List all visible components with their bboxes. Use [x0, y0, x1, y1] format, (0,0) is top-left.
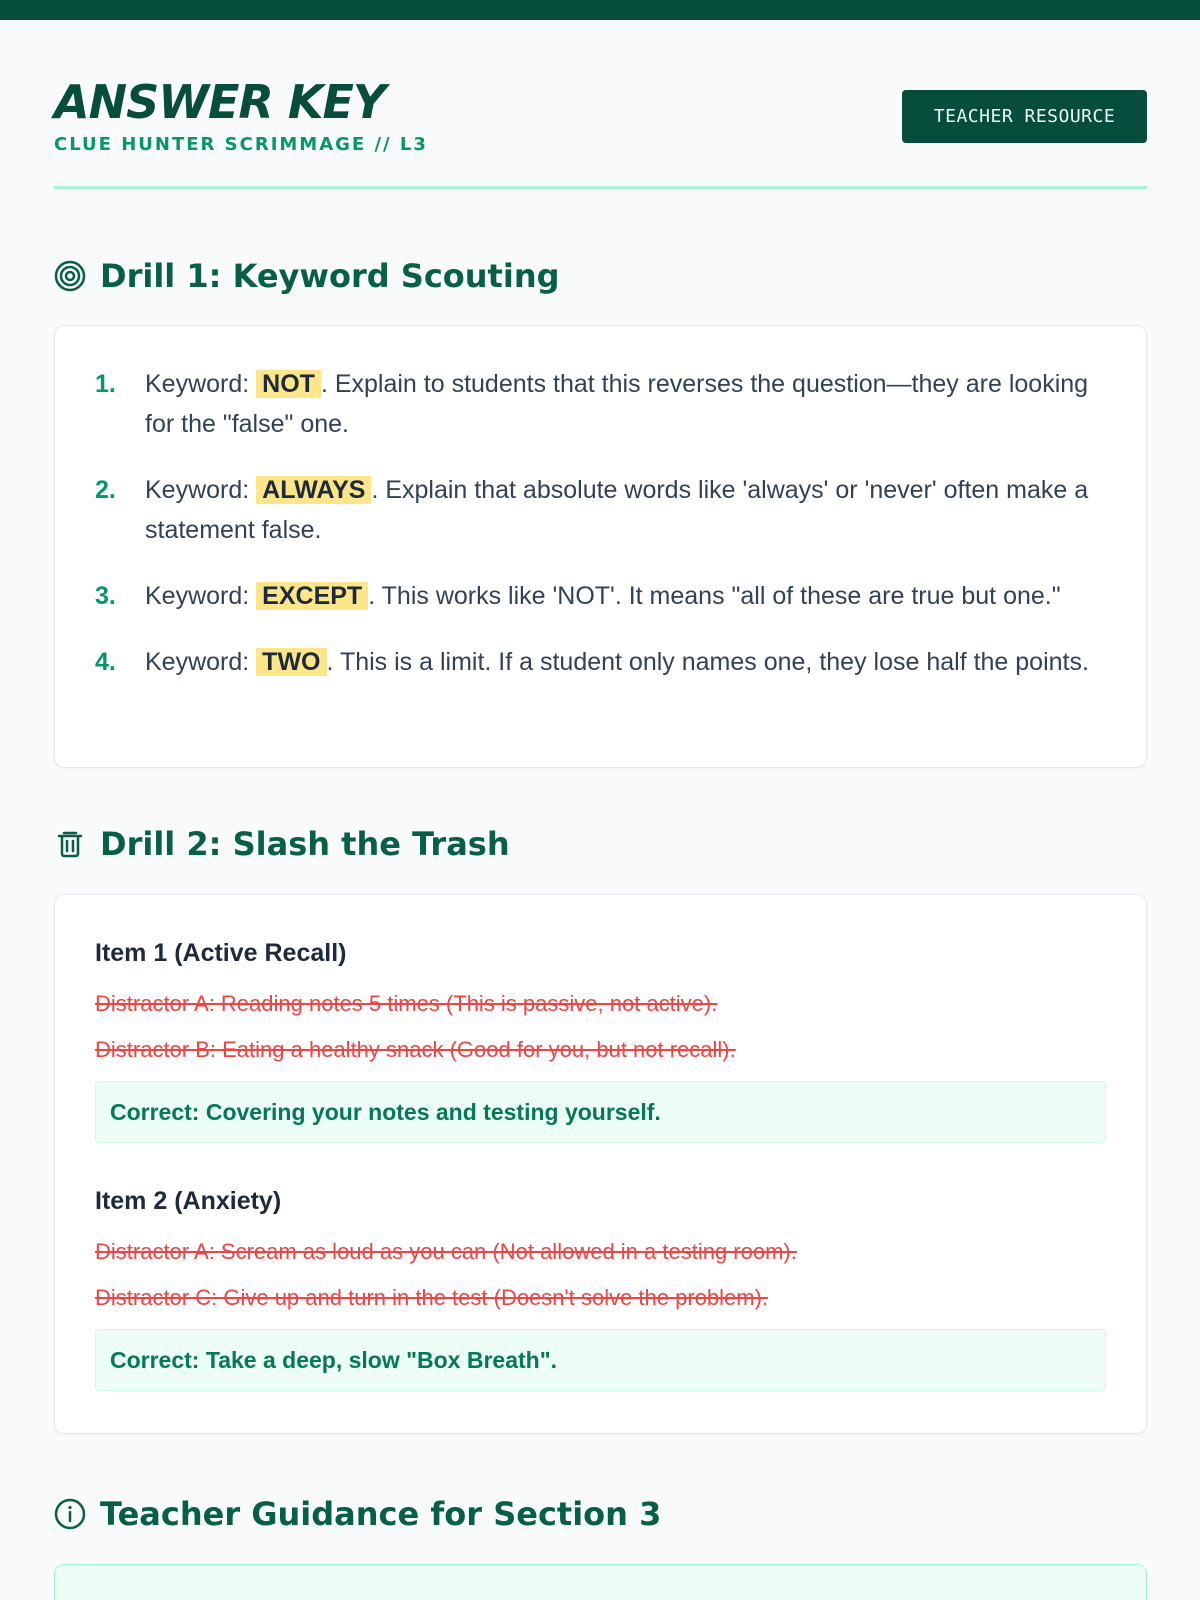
keyword-prefix: Keyword: [145, 476, 250, 504]
answer-key-page [54, 20, 1147, 1600]
keyword-highlight: EXCEPT [256, 582, 368, 610]
keyword-prefix: Keyword: [145, 582, 250, 610]
item-title: Item 2 (Anxiety) [95, 1187, 282, 1215]
drill2-title: Drill 2: Slash the Trash [100, 825, 510, 863]
distractor-answer: Distractor A: Scream as loud as you can (Not allowed in a testing room). [95, 1239, 797, 1264]
drill2-item [95, 1181, 1106, 1391]
keyword-prefix: Keyword: [145, 648, 250, 676]
drill1-heading [54, 256, 1147, 296]
page-title: ANSWER KEY [54, 75, 386, 129]
list-item [95, 364, 1106, 444]
item-number: 3. [95, 582, 116, 610]
correct-answer: Correct: Take a deep, slow "Box Breath". [95, 1329, 1106, 1391]
keyword-explanation: . Explain to students that this reverses the question—they are looking for the "false" one. [145, 370, 1089, 438]
keyword-explanation: . This is a limit. If a student only names one, they lose half the points. [326, 648, 1089, 676]
target-icon [54, 260, 86, 292]
list-item [95, 642, 1106, 682]
keyword-explanation: . Explain that absolute words like 'always' or 'never' often make a statement false. [145, 476, 1089, 544]
teacher-resource-badge: TEACHER RESOURCE [902, 90, 1147, 143]
item-number: 2. [95, 476, 116, 504]
list-item [95, 470, 1106, 550]
guidance-title: Teacher Guidance for Section 3 [100, 1495, 662, 1533]
keyword-highlight: ALWAYS [256, 476, 371, 504]
list-item [95, 576, 1106, 616]
page-subtitle: CLUE HUNTER SCRIMMAGE // L3 [54, 134, 428, 155]
keyword-prefix: Keyword: [145, 370, 250, 398]
item-number: 1. [95, 370, 116, 398]
drill2-item [95, 933, 1106, 1143]
top-accent-bar [0, 0, 1200, 20]
drill2-card [54, 894, 1147, 1434]
drill1-title: Drill 1: Keyword Scouting [100, 257, 560, 295]
distractor-answer: Distractor A: Reading notes 5 times (This is passive, not active). [95, 991, 718, 1016]
keyword-list [95, 364, 1106, 682]
keyword-highlight: TWO [256, 648, 326, 676]
header-divider [54, 186, 1147, 189]
keyword-explanation: . This works like 'NOT'. It means "all of these are true but one." [368, 582, 1061, 610]
correct-answer: Correct: Covering your notes and testing yourself. [95, 1081, 1106, 1143]
guidance-heading [54, 1494, 1147, 1534]
drill2-heading [54, 824, 1147, 864]
distractor-answer: Distractor C: Give up and turn in the test (Doesn't solve the problem). [95, 1285, 769, 1310]
page-header [54, 20, 1147, 190]
distractor-answer: Distractor B: Eating a healthy snack (Good for you, but not recall). [95, 1037, 736, 1062]
info-icon [54, 1498, 86, 1530]
keyword-highlight: NOT [256, 370, 321, 398]
trash-icon [54, 828, 86, 860]
drill1-card [54, 325, 1147, 768]
item-number: 4. [95, 648, 116, 676]
guidance-card [54, 1564, 1147, 1600]
item-title: Item 1 (Active Recall) [95, 939, 347, 967]
